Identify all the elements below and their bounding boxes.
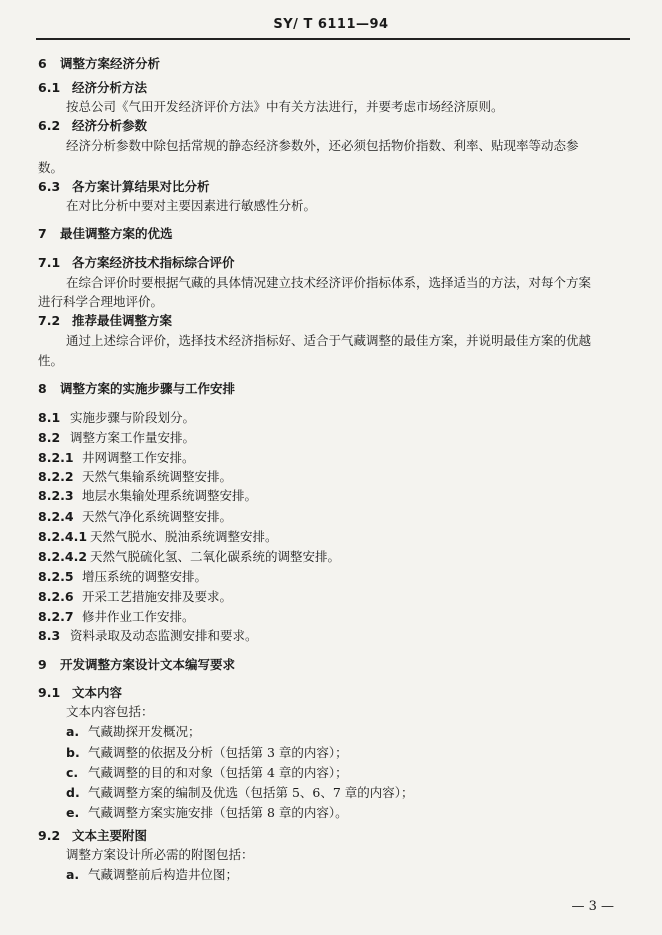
list-item bbox=[66, 765, 348, 781]
subsection-heading bbox=[38, 80, 147, 96]
line-text: 性。 bbox=[38, 353, 64, 368]
clause-number: 6.1 bbox=[38, 80, 61, 95]
paragraph-line bbox=[66, 333, 591, 349]
line-text: 文本主要附图 bbox=[72, 828, 148, 843]
clause-number: 8.2.7 bbox=[38, 609, 74, 624]
line-text: 调整方案经济分析 bbox=[60, 56, 161, 71]
paragraph-line bbox=[66, 99, 504, 115]
clause-item bbox=[38, 509, 232, 525]
line-text: 实施步骤与阶段划分。 bbox=[70, 410, 196, 425]
line-text: 气藏调整的目的和对象（包括第 4 章的内容）； bbox=[88, 765, 348, 780]
section-heading bbox=[38, 657, 235, 673]
clause-number: 8.2.6 bbox=[38, 589, 74, 604]
list-item bbox=[66, 805, 348, 821]
list-item bbox=[66, 867, 238, 883]
line-text: 经济分析参数 bbox=[72, 118, 148, 133]
line-text: 在对比分析中要对主要因素进行敏感性分析。 bbox=[66, 198, 317, 213]
header-rule bbox=[36, 38, 630, 40]
clause-item bbox=[38, 569, 207, 585]
clause-item bbox=[38, 609, 195, 625]
line-text: 气藏调整前后构造井位图； bbox=[88, 867, 239, 882]
clause-number: 9.1 bbox=[38, 685, 61, 700]
page-number: — 3 — bbox=[571, 899, 614, 914]
line-text: 井网调整工作安排。 bbox=[82, 450, 195, 465]
subsection-heading bbox=[38, 313, 172, 329]
line-text: 气藏勘探开发概况； bbox=[88, 724, 201, 739]
clause-number: 8.2.5 bbox=[38, 569, 74, 584]
paragraph-line bbox=[66, 138, 579, 154]
list-item bbox=[66, 724, 201, 740]
line-text: 经济分析方法 bbox=[72, 80, 148, 95]
paragraph-continuation bbox=[38, 353, 63, 369]
clause-number: c. bbox=[66, 765, 79, 780]
clause-item bbox=[38, 529, 278, 545]
line-text: 增压系统的调整安排。 bbox=[82, 569, 208, 584]
clause-number: 7.2 bbox=[38, 313, 61, 328]
clause-item bbox=[38, 430, 195, 446]
line-text: 推荐最佳调整方案 bbox=[72, 313, 173, 328]
clause-item bbox=[38, 628, 258, 644]
paragraph-continuation bbox=[38, 160, 63, 176]
line-text: 天然气净化系统调整安排。 bbox=[82, 509, 233, 524]
line-text: 气藏调整方案实施安排（包括第 8 章的内容）。 bbox=[88, 805, 348, 820]
clause-number: b. bbox=[66, 745, 80, 760]
clause-number: 6.2 bbox=[38, 118, 61, 133]
section-heading bbox=[38, 381, 235, 397]
clause-item bbox=[38, 488, 257, 504]
subsection-heading bbox=[38, 118, 147, 134]
paragraph-line bbox=[66, 275, 591, 291]
page-header-code: SY/ T 6111—94 bbox=[273, 17, 389, 32]
line-text: 按总公司《气田开发经济评价方法》中有关方法进行，并要考虑市场经济原则。 bbox=[66, 99, 504, 114]
clause-item bbox=[38, 469, 232, 485]
clause-number: 8.2.2 bbox=[38, 469, 74, 484]
clause-item bbox=[38, 410, 195, 426]
subsection-heading bbox=[38, 255, 235, 271]
line-text: 文本内容包括： bbox=[66, 704, 154, 719]
section-heading bbox=[38, 56, 160, 72]
line-text: 通过上述综合评价，选择技术经济指标好、适合于气藏调整的最佳方案，并说明最佳方案的优越 bbox=[66, 333, 592, 348]
clause-number: 8.2.4.2 bbox=[38, 549, 88, 564]
clause-number: d. bbox=[66, 785, 80, 800]
clause-number: 8.2.4 bbox=[38, 509, 74, 524]
line-text: 资料录取及动态监测安排和要求。 bbox=[70, 628, 258, 643]
line-text: 调整方案设计所必需的附图包括： bbox=[66, 847, 254, 862]
line-text: 各方案经济技术指标综合评价 bbox=[72, 255, 235, 270]
clause-item bbox=[38, 589, 232, 605]
clause-number: e. bbox=[66, 805, 80, 820]
line-text: 最佳调整方案的优选 bbox=[60, 226, 173, 241]
clause-number: a. bbox=[66, 724, 80, 739]
paragraph-line bbox=[66, 847, 254, 863]
clause-number: 9.2 bbox=[38, 828, 61, 843]
clause-number: 7.1 bbox=[38, 255, 61, 270]
paragraph-continuation bbox=[38, 294, 163, 310]
clause-item bbox=[38, 450, 195, 466]
subsection-heading bbox=[38, 685, 122, 701]
line-text: 数。 bbox=[38, 160, 64, 175]
clause-number: a. bbox=[66, 867, 80, 882]
clause-number: 8.1 bbox=[38, 410, 61, 425]
clause-number: 8.2 bbox=[38, 430, 61, 445]
line-text: 气藏调整方案的编制及优选（包括第 5、6、7 章的内容）； bbox=[88, 785, 414, 800]
line-text: 天然气集输系统调整安排。 bbox=[82, 469, 233, 484]
line-text: 文本内容 bbox=[72, 685, 123, 700]
paragraph-line bbox=[66, 198, 316, 214]
list-item bbox=[66, 745, 348, 761]
line-text: 天然气脱硫化氢、二氧化碳系统的调整安排。 bbox=[90, 549, 341, 564]
paragraph-line bbox=[66, 704, 154, 720]
clause-number: 8.2.3 bbox=[38, 488, 74, 503]
clause-number: 7 bbox=[38, 226, 47, 241]
line-text: 调整方案工作量安排。 bbox=[70, 430, 196, 445]
line-text: 开采工艺措施安排及要求。 bbox=[82, 589, 233, 604]
clause-item bbox=[38, 549, 340, 565]
list-item bbox=[66, 785, 414, 801]
section-heading bbox=[38, 226, 173, 242]
line-text: 地层水集输处理系统调整安排。 bbox=[82, 488, 258, 503]
clause-number: 8.2.1 bbox=[38, 450, 74, 465]
line-text: 天然气脱水、脱油系统调整安排。 bbox=[90, 529, 278, 544]
subsection-heading bbox=[38, 828, 147, 844]
clause-number: 9 bbox=[38, 657, 47, 672]
line-text: 调整方案的实施步骤与工作安排 bbox=[60, 381, 236, 396]
clause-number: 6.3 bbox=[38, 179, 61, 194]
line-text: 进行科学合理地评价。 bbox=[38, 294, 164, 309]
line-text: 气藏调整的依据及分析（包括第 3 章的内容）； bbox=[88, 745, 348, 760]
clause-number: 6 bbox=[38, 56, 47, 71]
clause-number: 8.2.4.1 bbox=[38, 529, 88, 544]
line-text: 修井作业工作安排。 bbox=[82, 609, 195, 624]
subsection-heading bbox=[38, 179, 210, 195]
line-text: 在综合评价时要根据气藏的具体情况建立技术经济评价指标体系，选择适当的方法，对每个方案 bbox=[66, 275, 592, 290]
line-text: 经济分析参数中除包括常规的静态经济参数外，还必须包括物价指数、利率、贴现率等动态参 bbox=[66, 138, 579, 153]
clause-number: 8 bbox=[38, 381, 47, 396]
line-text: 开发调整方案设计文本编写要求 bbox=[60, 657, 236, 672]
clause-number: 8.3 bbox=[38, 628, 61, 643]
line-text: 各方案计算结果对比分析 bbox=[72, 179, 210, 194]
